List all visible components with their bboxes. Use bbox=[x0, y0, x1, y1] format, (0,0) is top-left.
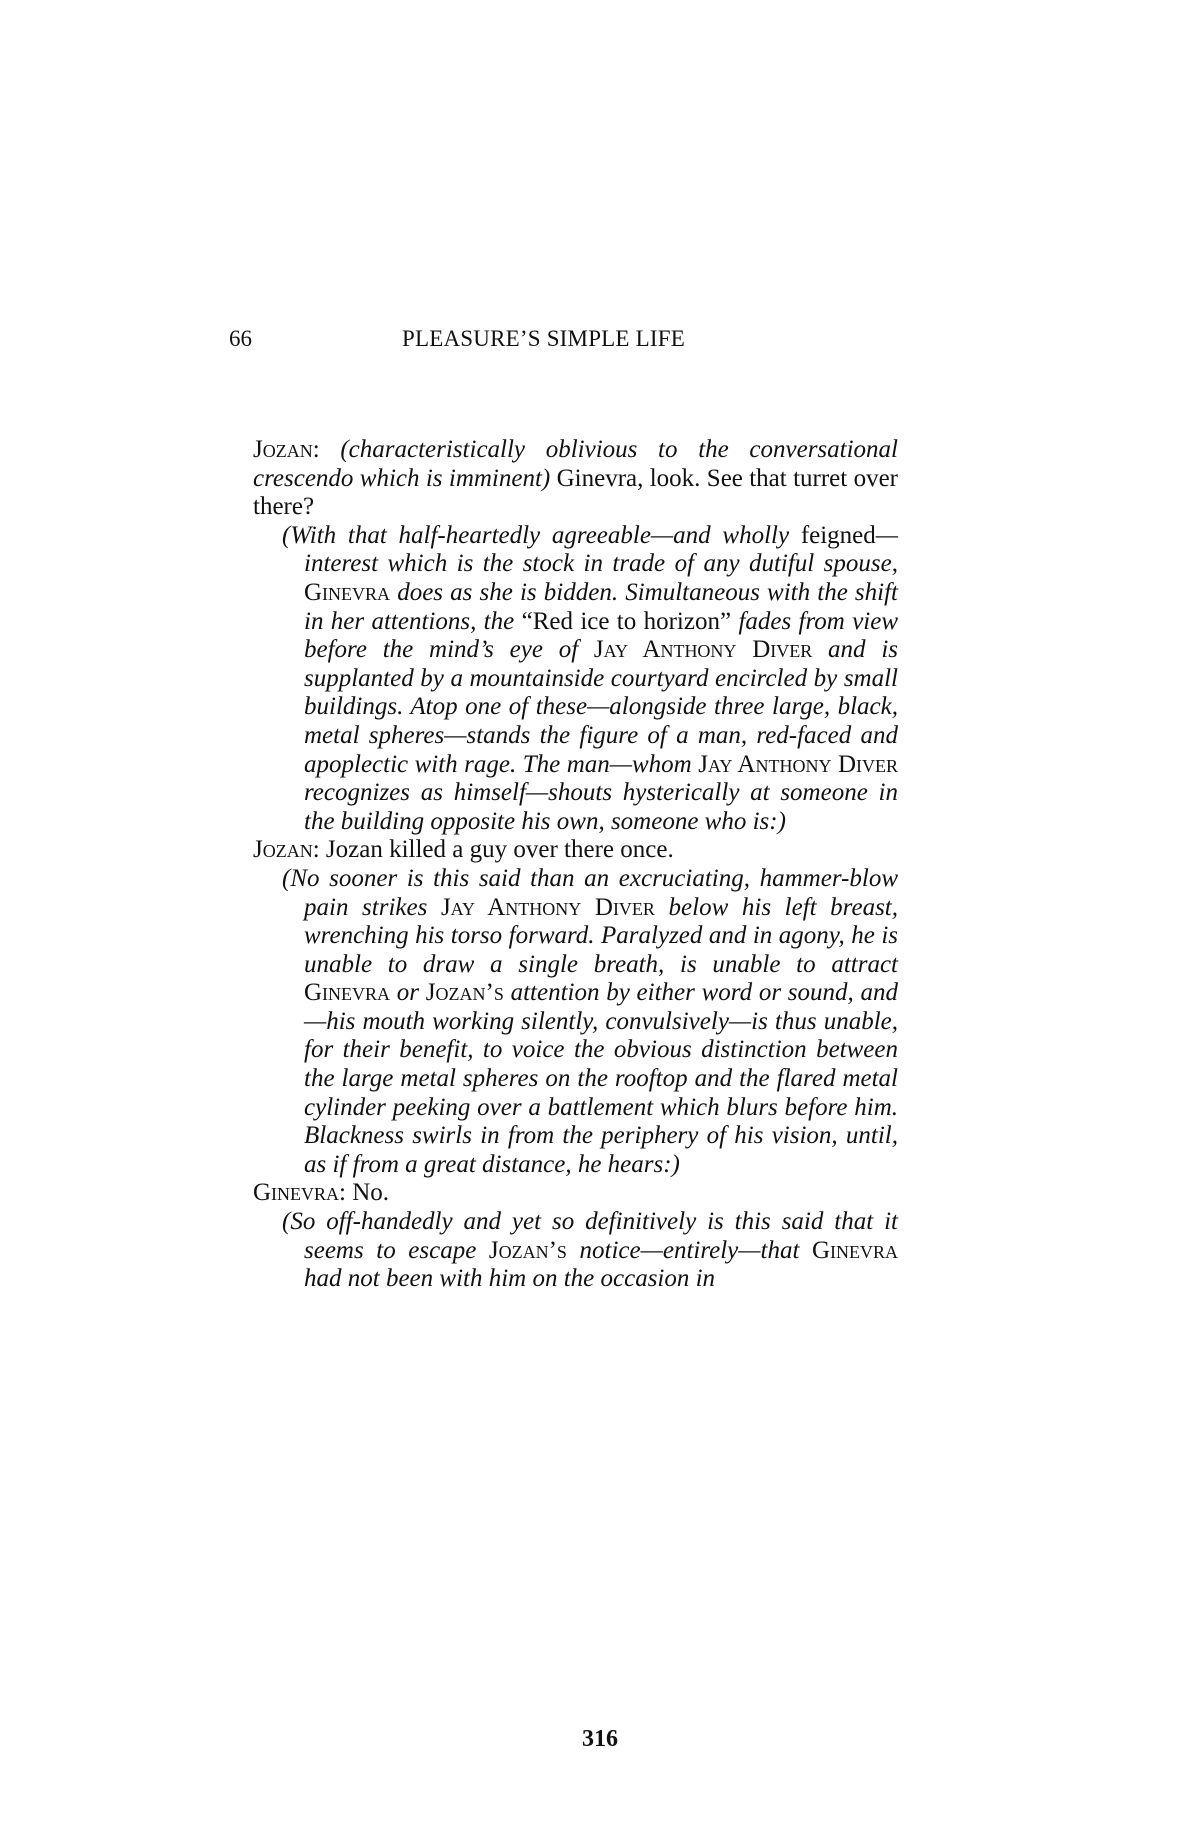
character-name: Jay Anthony Diver bbox=[440, 893, 655, 921]
dialogue-line: Jozan killed a guy over there once. bbox=[325, 836, 674, 864]
dialogue-jozan-2 bbox=[253, 836, 898, 865]
character-name: Ginevra bbox=[304, 979, 391, 1007]
direction-text: and is supplanted by a mountainside courtyard encircled by small buildings. Atop one of these—alongside three large, black, metal spheres—stands the figure of a man, red-faced and apoplectic with rage. The man—whom bbox=[304, 636, 898, 778]
character-name: Ginevra bbox=[304, 578, 391, 606]
stage-direction-2 bbox=[282, 864, 899, 1180]
direction-text: notice—entirely—that bbox=[579, 1236, 800, 1264]
dialogue-line: No. bbox=[352, 1179, 390, 1207]
speaker-name: Jozan: bbox=[253, 836, 320, 864]
stage-direction-inline: (characteristically oblivious to the conversational crescendo which is imminent) bbox=[253, 436, 898, 492]
dialogue-jozan-1 bbox=[253, 436, 898, 522]
direction-text: or bbox=[396, 979, 420, 1007]
dialogue-line: Ginevra, look. See that turret over there? bbox=[253, 464, 898, 521]
page-number: 66 bbox=[229, 326, 252, 351]
character-name: Jay Anthony Diver bbox=[698, 750, 899, 778]
direction-text: does as she is bidden. Simultaneous with the shift in her attentions, the bbox=[304, 578, 898, 635]
speaker-name: Ginevra: bbox=[253, 1179, 346, 1207]
folio-number: 316 bbox=[582, 1726, 618, 1752]
direction-roman-text: feigned bbox=[800, 521, 876, 549]
character-name: Ginevra bbox=[811, 1236, 899, 1264]
direction-text: (With that half-heartedly agreeable—and wholly bbox=[282, 521, 790, 549]
direction-text: had not been with him on the occasion in bbox=[304, 1265, 716, 1293]
direction-text: recognizes as himself—shouts hysterically at someone in the building opposite his own, someone who is:) bbox=[304, 779, 898, 835]
direction-roman-text: “Red ice to horizon” bbox=[521, 607, 732, 635]
running-head: PLEASURE’S SIMPLE LIFE bbox=[402, 326, 685, 351]
speaker-name: Jozan: bbox=[253, 436, 320, 463]
direction-text: fades from view before the mind’s eye of bbox=[304, 607, 899, 664]
direction-text: attention by either word or sound, and—his mouth working silently, convulsively—is thus unable, for their benefit, to voice the obvious distinction between the large metal spheres on the rooftop and the flared metal cylinder peeking over a battlement which blurs before him. Blackness swirls in from the periphery of his vision, until, as if from a great distance, he hears:) bbox=[304, 979, 899, 1178]
character-name: Jay Anthony Diver bbox=[593, 636, 813, 664]
stage-direction-1 bbox=[282, 521, 899, 837]
direction-text: —interest which is the stock in trade of any dutiful spouse, bbox=[304, 521, 899, 578]
stage-direction-3 bbox=[282, 1208, 899, 1294]
play-text bbox=[253, 436, 898, 1294]
character-name: Jozan’s bbox=[425, 979, 504, 1007]
character-name: Jozan’s bbox=[488, 1236, 567, 1264]
dialogue-ginevra bbox=[253, 1179, 898, 1208]
direction-text: (So off-handedly and yet so definitively is this said that it seems to escape bbox=[282, 1208, 898, 1264]
direction-text: (No sooner is this said than an excruciating, hammer-blow pain strikes bbox=[282, 864, 898, 921]
direction-text: below his left breast, wrenching his torso forward. Paralyzed and in agony, he is unable to draw a single breath, is unable to attract bbox=[304, 893, 899, 978]
